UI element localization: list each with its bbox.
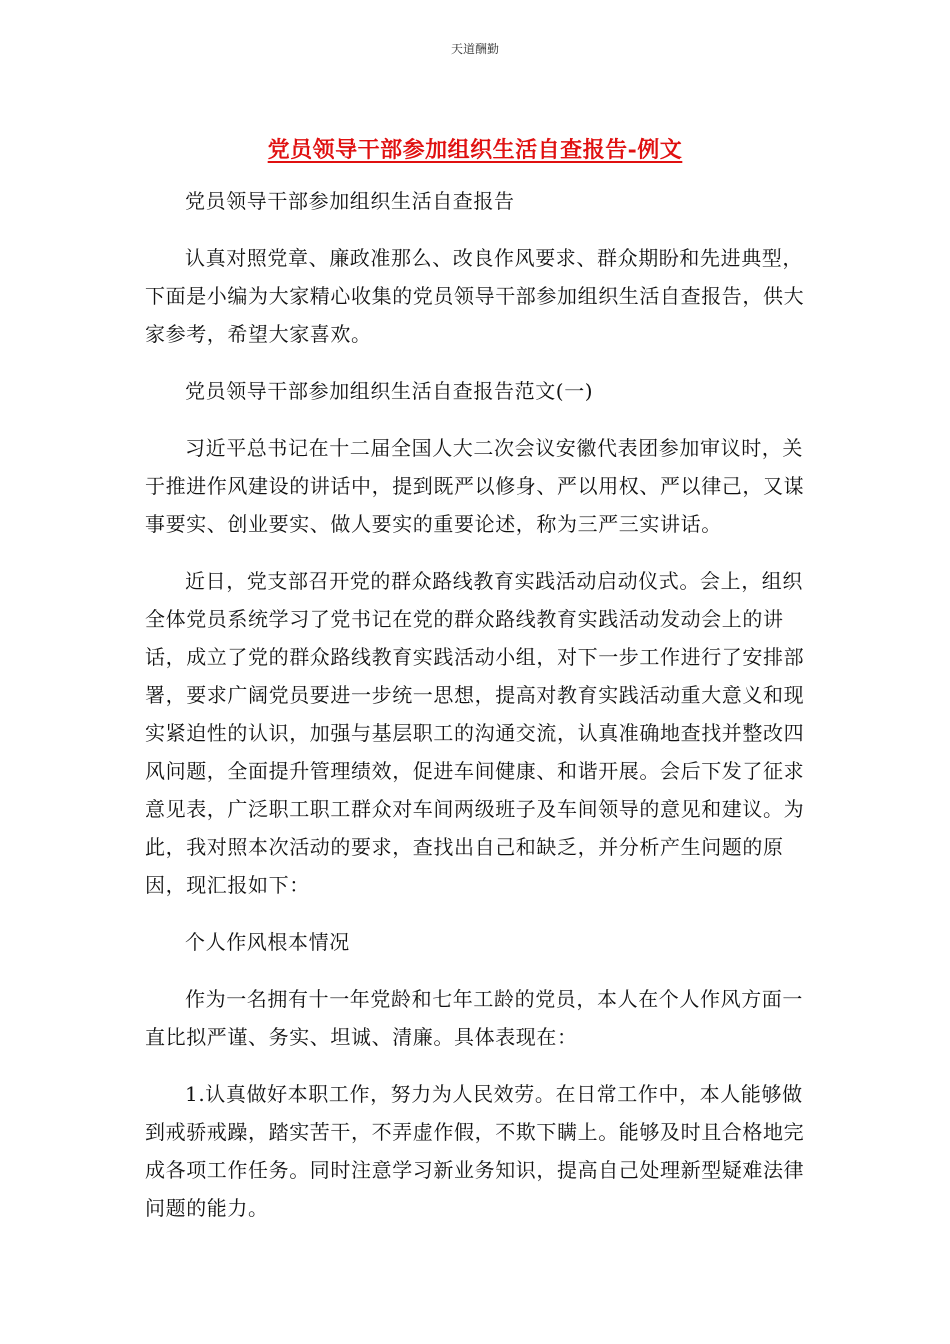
document-body: [145, 182, 813, 1246]
paragraph: 党员领导干部参加组织生活自查报告: [185, 189, 515, 213]
paragraph: 个人作风根本情况: [185, 930, 350, 954]
header-note: 天道酬勤: [450, 42, 499, 56]
paragraph: 习近平总书记在十二届全国人大二次会议安徽代表团参加审议时，关于推进作风建设的讲话中，提到既严以修身、严以用权、严以律己，又谋事要实、创业要实、做人要实的重要论述，称为三严三实讲话。: [145, 436, 805, 536]
paragraph: 作为一名拥有十一年党龄和七年工龄的党员，本人在个人作风方面一直比拟严谨、务实、坦诚、清廉。具体表现在：: [145, 987, 803, 1049]
paragraph: 近日，党支部召开党的群众路线教育实践活动启动仪式。会上，组织全体党员系统学习了党书记在党的群众路线教育实践活动发动会上的讲话，成立了党的群众路线教育实践活动小组，对下一步工作进行了安排部署，要求广阔党员要进一步统一思想，提高对教育实践活动重大意义和现实紧迫性的认识，加强与基层职工的沟通交流，认真准确地查找并整改四风问题，全面提升管理绩效，促进车间健康、和谐开展。会后下发了征求意见表，广泛职工职工群众对车间两级班子及车间领导的意见和建议。为此，我对照本次活动的要求，查找出自己和缺乏，并分析产生问题的原因，现汇报如下：: [145, 569, 805, 897]
paragraph: 党员领导干部参加组织生活自查报告范文(一): [185, 379, 594, 403]
document-title: 党员领导干部参加组织生活自查报告-例文: [267, 137, 683, 163]
paragraph: 认真对照党章、廉政准那么、改良作风要求、群众期盼和先进典型，下面是小编为大家精心收集的党员领导干部参加组织生活自查报告，供大家参考，希望大家喜欢。: [145, 246, 805, 346]
paragraph: 1.认真做好本职工作，努力为人民效劳。在日常工作中，本人能够做到戒骄戒躁，踏实苦干，不弄虚作假，不欺下瞒上。能够及时且合格地完成各项工作任务。同时注意学习新业务知识，提高自己处理新型疑难法律问题的能力。: [145, 1082, 805, 1220]
